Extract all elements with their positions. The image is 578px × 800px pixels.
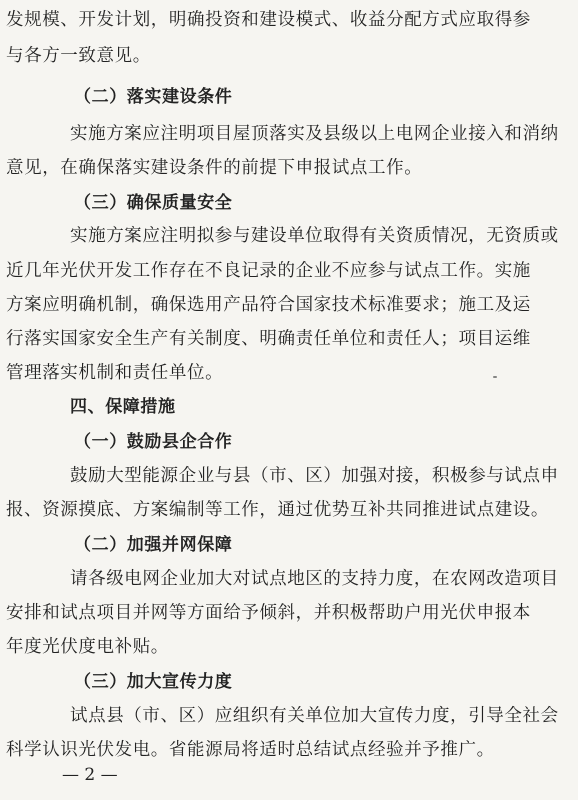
page-number: — 2 — — [62, 765, 118, 785]
body-line: 年度光伏度电补贴。 — [6, 637, 169, 657]
subsection-heading: （三）加大宣传力度 — [74, 672, 233, 692]
body-line: 近几年光伏开发工作存在不良记录的企业不应参与试点工作。实施 — [6, 261, 531, 281]
body-line: 实施方案应注明项目屋顶落实及县级以上电网企业接入和消纳 — [70, 124, 559, 144]
section-heading: 四、保障措施 — [70, 397, 176, 417]
subsection-heading: （二）加强并网保障 — [74, 535, 233, 555]
subsection-heading: （一）鼓励县企合作 — [74, 432, 233, 452]
subsection-heading: （二）落实建设条件 — [74, 87, 233, 107]
body-line: 方案应明确机制，确保选用产品符合国家技术标准要求；施工及运 — [6, 295, 531, 315]
body-line: 报、资源摸底、方案编制等工作，通过优势互补共同推进试点建设。 — [6, 500, 549, 520]
body-line: 鼓励大型能源企业与县（市、区）加强对接，积极参与试点申 — [70, 466, 559, 486]
scan-speck — [493, 376, 497, 378]
body-line: 发规模、开发计划，明确投资和建设模式、收益分配方式应取得参 — [6, 10, 531, 30]
body-line: 试点县（市、区）应组织有关单位加大宣传力度，引导全社会 — [70, 706, 559, 726]
body-line: 意见，在确保落实建设条件的前提下申报试点工作。 — [6, 158, 423, 178]
body-line: 管理落实机制和责任单位。 — [6, 363, 224, 383]
body-line: 安排和试点项目并网等方面给予倾斜，并积极帮助户用光伏申报本 — [6, 603, 531, 623]
subsection-heading: （三）确保质量安全 — [74, 193, 233, 213]
body-line: 与各方一致意见。 — [6, 46, 151, 66]
body-line: 请各级电网企业加大对试点地区的支持力度，在农网改造项目 — [70, 569, 559, 589]
body-line: 科学认识光伏发电。省能源局将适时总结试点经验并予推广。 — [6, 740, 495, 760]
body-line: 行落实国家安全生产有关制度、明确责任单位和责任人；项目运维 — [6, 329, 531, 349]
body-line: 实施方案应注明拟参与建设单位取得有关资质情况，无资质或 — [70, 226, 559, 246]
